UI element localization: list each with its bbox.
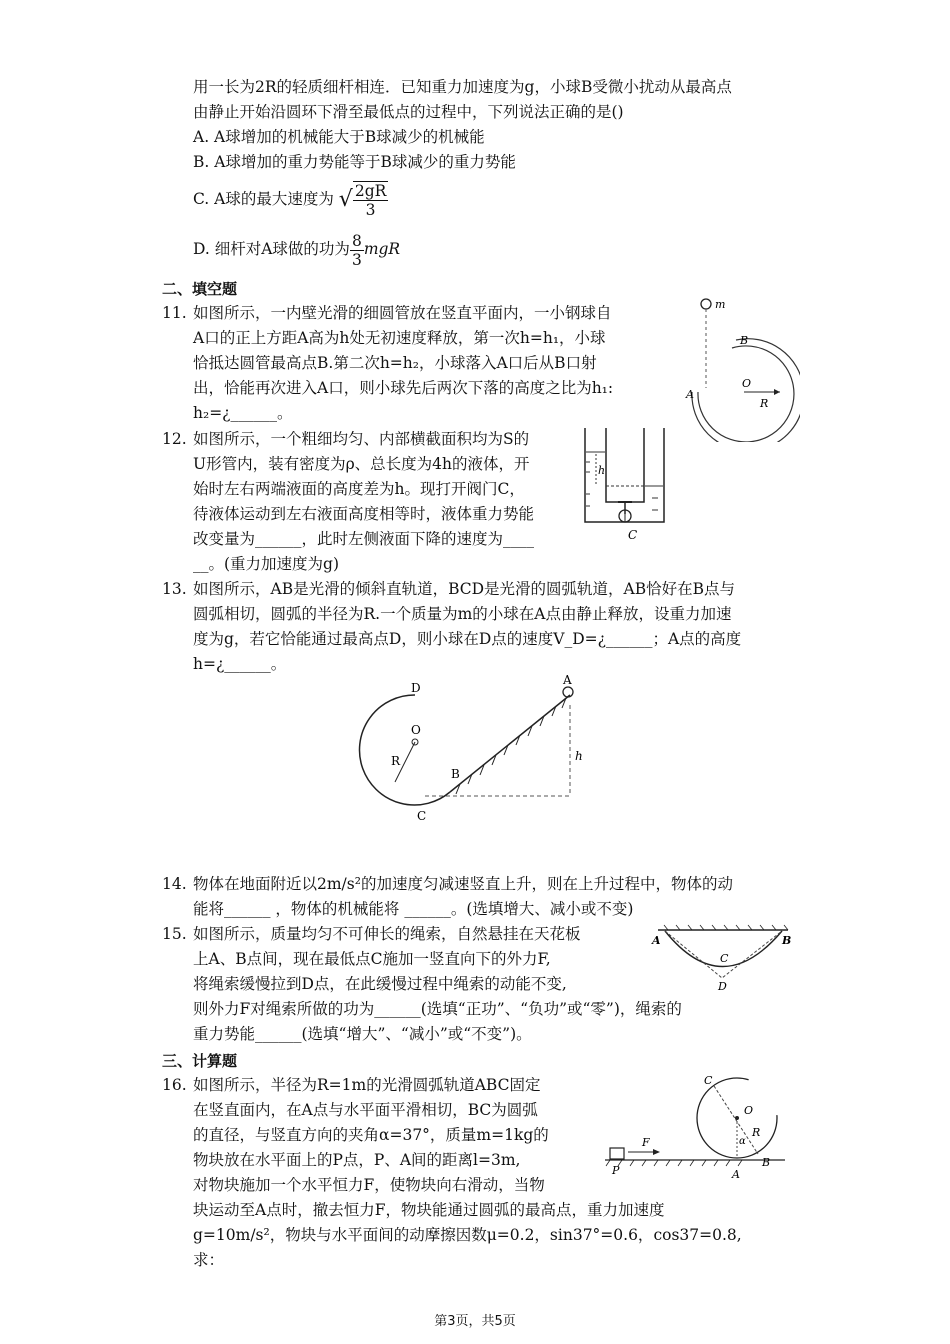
ball-icon — [701, 299, 711, 309]
label-a: A — [732, 1168, 740, 1181]
label-c: C — [417, 809, 427, 823]
q16-number: 16. — [162, 1076, 187, 1094]
label-o: O — [744, 1104, 754, 1117]
q13-line: h=¿______。 — [193, 655, 287, 673]
q10-option-d-denominator: 3 — [351, 250, 362, 269]
q14-line: 物体在地面附近以2m/s²的加速度匀减速竖直上升，则在上升过程中，物体的动 — [193, 875, 733, 893]
q13-line: 如图所示，AB是光滑的倾斜直轨道，BCD是光滑的圆弧轨道，AB恰好在B点与 — [193, 580, 736, 598]
u-tube-inner — [606, 428, 644, 502]
arc-track — [359, 695, 450, 805]
q16-line: 求： — [193, 1251, 225, 1269]
q10-option-c-label: C. A球的最大速度为 — [193, 190, 334, 208]
q16-line: 对物块施加一个水平恒力F，使物块向右滑动，当物 — [193, 1176, 545, 1194]
q15-number: 15. — [162, 925, 187, 943]
q16-line: 物块放在水平面上的P点，P、A间的距离l=3m, — [193, 1151, 521, 1169]
tube-inner — [698, 346, 794, 442]
center-point — [735, 1116, 739, 1120]
section-calc-heading: 三、计算题 — [162, 1052, 238, 1070]
q10-line2: 由静止开始沿圆环下滑至最低点的过程中，下列说法正确的是() — [193, 103, 624, 121]
label-b: B — [740, 334, 749, 347]
q13-line: 度为g，若它恰能通过最高点D，则小球在D点的速度V_D=¿______；A点的高度 — [193, 630, 742, 648]
label-r: R — [391, 754, 401, 768]
q12-line: 如图所示，一个粗细均匀、内部横截面积均为S的 — [193, 430, 530, 448]
q12-line: 始时左右两端液面的高度差为h。现打开阀门C， — [193, 480, 525, 498]
q14-line: 能将______ ，物体的机械能将 ______。(选填增大、减小或不变) — [193, 900, 634, 918]
label-c: C — [720, 952, 729, 965]
q15-line: 如图所示，质量均匀不可伸长的绳索，自然悬挂在天花板 — [193, 925, 581, 943]
incline-track — [450, 695, 570, 792]
label-c: C — [704, 1074, 713, 1087]
label-p: P — [612, 1164, 620, 1177]
tube-outer — [692, 339, 800, 442]
sqrt-icon: √ — [338, 187, 353, 212]
label-b: B — [451, 767, 460, 781]
q11-figure-circular-tube — [680, 292, 800, 442]
label-m: m — [715, 298, 726, 311]
label-a: A — [652, 934, 661, 947]
q10-option-b: B. A球增加的重力势能等于B球减少的重力势能 — [193, 153, 516, 171]
q12-number: 12. — [162, 430, 187, 448]
q12-line: 待液体运动到左右液面高度相等时，液体重力势能 — [193, 505, 535, 523]
q10-option-d — [193, 226, 400, 272]
q14-number: 14. — [162, 875, 187, 893]
q16-line: 的直径，与竖直方向的夹角α=37°，质量m=1kg的 — [193, 1126, 549, 1144]
q11-number: 11. — [162, 304, 187, 322]
label-b: B — [782, 934, 792, 947]
label-d: D — [718, 980, 727, 993]
label-h: h — [598, 464, 606, 477]
q16-line: 块运动至A点时，撤去恒力F，物块能通过圆弧的最高点，重力加速度 — [193, 1201, 665, 1219]
q10-option-c-numerator: 2gR — [354, 182, 387, 200]
q13-line: 圆弧相切，圆弧的半径为R.一个质量为m的小球在A点由静止释放，设重力加速 — [193, 605, 732, 623]
label-h: h — [575, 749, 583, 763]
diameter-bc — [714, 1086, 761, 1154]
label-alpha: α — [739, 1136, 746, 1147]
q11-line: 出，恰能再次进入A口，则小球先后两次下落的高度之比为h₁: — [193, 379, 614, 397]
page-footer: 第3页，共5页 — [434, 1314, 516, 1329]
q10-option-c-fraction — [353, 181, 388, 219]
section-fill-in-heading: 二、填空题 — [162, 280, 238, 298]
label-d: D — [411, 681, 421, 695]
q10-option-d-fraction — [350, 232, 364, 269]
q12-figure-u-tube — [580, 424, 670, 544]
q15-line: 上A、B点间，现在最低点C施加一竖直向下的外力F, — [193, 950, 551, 968]
ball-icon — [563, 687, 573, 697]
label-f: F — [642, 1136, 650, 1149]
q10-option-d-tail: mgR — [363, 240, 401, 258]
q10-option-c — [193, 176, 388, 223]
q12-line: U形管内，装有密度为ρ、总长度为4h的液体，开 — [193, 455, 530, 473]
block — [610, 1148, 624, 1159]
q16-line: 在竖直面内，在A点与水平面平滑相切，BC为圆弧 — [193, 1101, 538, 1119]
arrowhead-icon — [653, 1149, 660, 1155]
label-o: O — [411, 723, 421, 737]
q10-option-d-label: D. 细杆对A球做的功为 — [193, 240, 350, 258]
label-r: R — [760, 397, 769, 410]
q11-line: A口的正上方距A高为h处无初速度释放，第一次h=h₁，小球 — [193, 329, 606, 347]
label-b: B — [762, 1156, 771, 1169]
label-a: A — [563, 673, 572, 687]
q16-line: 如图所示，半径为R=1m的光滑圆弧轨道ABC固定 — [193, 1076, 541, 1094]
q12-line: __。(重力加速度为g) — [193, 555, 340, 573]
q10-line1: 用一长为2R的轻质细杆相连．已知重力加速度为g，小球B受微小扰动从最高点 — [193, 78, 732, 96]
q15-figure-rope — [650, 922, 795, 994]
q11-line: 恰抵达圆管最高点B.第二次h=h₂，小球落入A口后从B口射 — [193, 354, 597, 372]
label-a: A — [686, 388, 694, 401]
q13-figure-track — [355, 670, 595, 830]
q11-line: h₂=¿______。 — [193, 404, 293, 422]
q10-option-c-denominator: 3 — [365, 201, 376, 219]
q16-figure-arc-track — [600, 1070, 790, 1185]
q16-line: g=10m/s²，物块与水平面间的动摩擦因数μ=0.2，sin37°=0.6，cos37=0.8, — [193, 1226, 742, 1244]
q11-line: 如图所示，一内壁光滑的细圆管放在竖直平面内，一小钢球自 — [193, 304, 612, 322]
label-c: C — [628, 528, 638, 542]
q12-line: 改变量为______，此时左侧液面下降的速度为____ — [193, 530, 535, 548]
q13-number: 13. — [162, 580, 187, 598]
q15-line: 重力势能______(选填“增大”、“减小”或“不变”)。 — [193, 1025, 532, 1043]
q15-line: 将绳索缓慢拉到D点，在此缓慢过程中绳索的动能不变, — [193, 975, 567, 993]
q10-option-a: A. A球增加的机械能大于B球减少的机械能 — [193, 128, 485, 146]
q15-line: 则外力F对绳索所做的功为______(选填“正功”、“负功”或“零”)，绳索的 — [193, 1000, 682, 1018]
ground-hatch — [606, 1160, 742, 1166]
q10-option-d-numerator: 8 — [351, 231, 362, 250]
label-r: R — [752, 1126, 761, 1139]
arrowhead-icon — [774, 389, 780, 395]
label-o: O — [742, 377, 752, 390]
